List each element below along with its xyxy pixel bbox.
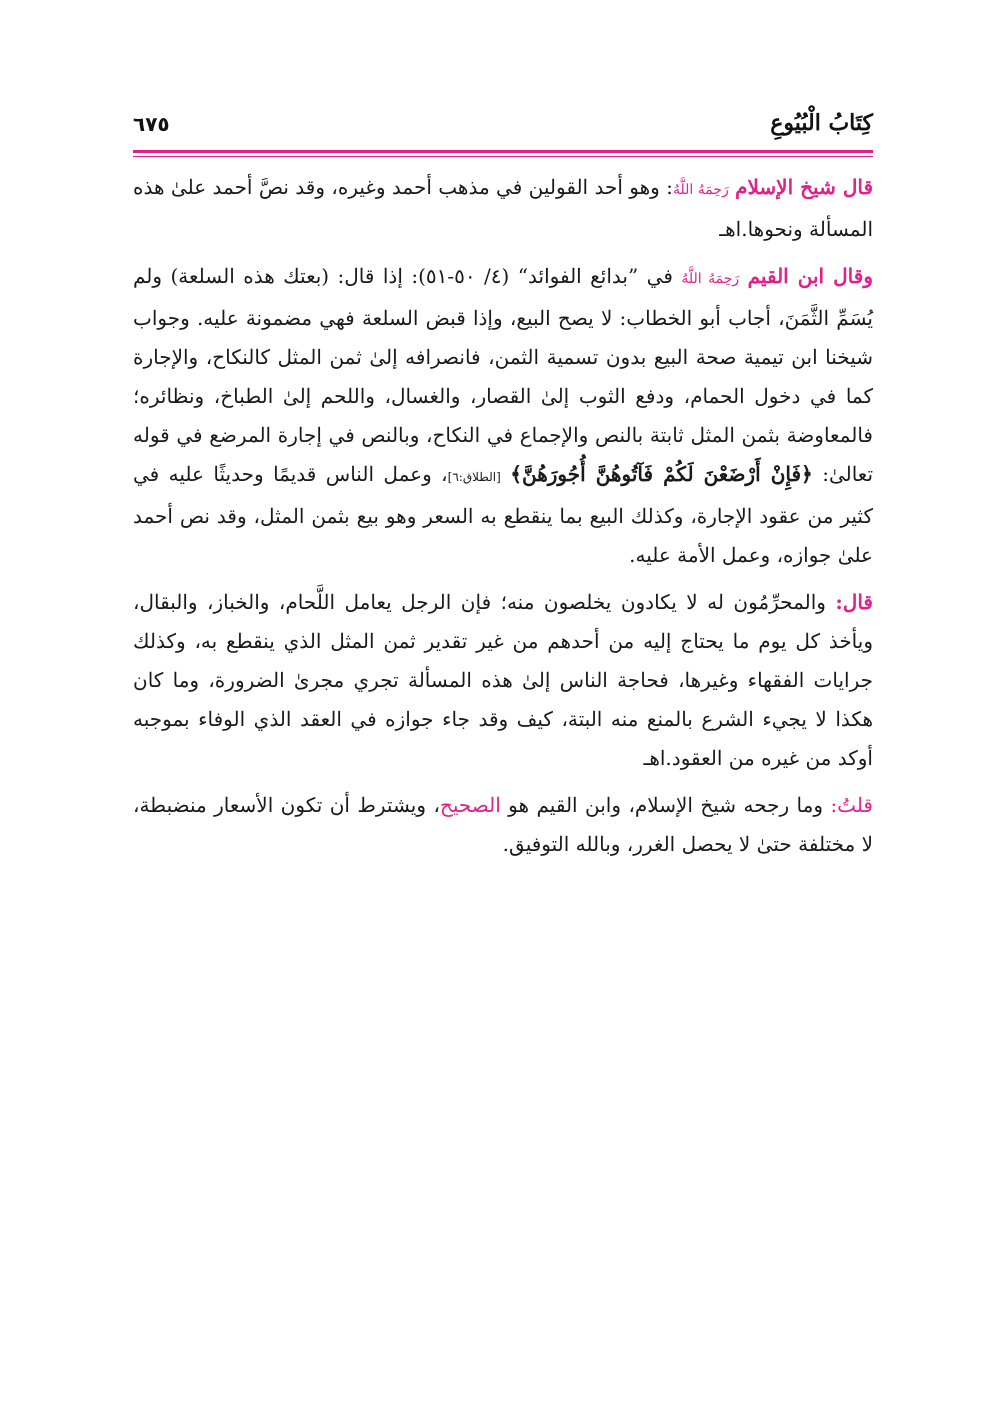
verse-citation: [الطلاق:٦] — [447, 470, 501, 484]
honorific: رَحِمَهُ اللَّهُ — [672, 182, 729, 198]
running-title: كِتَابُ الْبُيُوعِ — [770, 110, 873, 136]
page-header — [133, 108, 873, 148]
speaker-label: قال: — [835, 590, 873, 614]
paragraph-text-continued: ، ويشترط أن تكون الأسعار منضبطة، لا مختلفة حتىٰ لا يحصل الغرر، وبالله التوفيق. — [133, 793, 873, 856]
quran-verse: ﴿فَإِنْ أَرْضَعْنَ لَكُمْ فَآتُوهُنَّ أُجُورَهُنَّ﴾ — [510, 462, 813, 486]
paragraph-3 — [133, 583, 873, 778]
speaker-label: وقال ابن القيم — [747, 264, 873, 288]
paragraph-text: : وهو أحد القولين في مذهب أحمد وغيره، وقد نصَّ أحمد علىٰ هذه المسألة ونحوها.اهـ — [133, 175, 873, 241]
header-rule-thick — [133, 150, 873, 153]
speaker-label: قال شيخ الإسلام — [735, 175, 874, 199]
paragraph-1 — [133, 168, 873, 249]
paragraph-text: والمحرِّمُون له لا يكادون يخلصون منه؛ فإن الرجل يعامل اللَّحام، والخباز، والبقال، ويأخذ كل يوم ما يحتاج إليه من أحدهم من غير تقدير ثمن المثل الذي ينقطع به، وكذلك جرايات الفقهاء وغيرها، فحاجة الناس إلىٰ هذه المسألة تجري مجرىٰ الضرورة، وما كان هكذا لا يجيء الشرع بالمنع منه البتة، كيف وقد جاء جوازه في العقد الذي الوفاء بموجبه أوكد من غيره من العقود.اهـ — [133, 590, 873, 770]
speaker-label: قلتُ: — [830, 793, 873, 817]
paragraph-text: في ”بدائع الفوائد“ (٤/ ٥٠-٥١): إذا قال: (بعتك هذه السلعة) ولم يُسَمِّ الثَّمَنَ، أجاب أبو الخطاب: لا يصح البيع، وإذا قبض السلعة فهي مضمونة عليه. وجواب شيخنا ابن تيمية صحة البيع بدون تسمية الثمن، فانصرافه إلىٰ ثمن المثل كالنكاح، والإجارة كما في دخول الحمام، ودفع الثوب إلىٰ القصار، والغسال، واللحم إلىٰ الطباخ، ونظائره؛ فالمعاوضة بثمن المثل ثابتة بالنص والإجماع في النكاح، وبالنص في إجارة المرضع في قوله تعالىٰ: — [133, 264, 874, 486]
paragraph-text-continued: ، وعمل الناس قديمًا وحديثًا عليه في كثير من عقود الإجارة، وكذلك البيع بما ينقطع به السعر وهو بيع بثمن المثل، وقد نص أحمد علىٰ جوازه، وعمل الأمة عليه. — [133, 462, 873, 567]
paragraph-2 — [133, 257, 873, 575]
paragraph-4 — [133, 786, 873, 864]
page-number: ٦٧٥ — [133, 112, 170, 136]
highlighted-word: الصحيح — [439, 793, 501, 817]
body-text — [133, 168, 873, 872]
honorific: رَحِمَهُ اللَّهُ — [681, 271, 740, 287]
header-rule-thin — [133, 156, 873, 157]
paragraph-text: وما رجحه شيخ الإسلام، وابن القيم هو — [500, 793, 831, 817]
